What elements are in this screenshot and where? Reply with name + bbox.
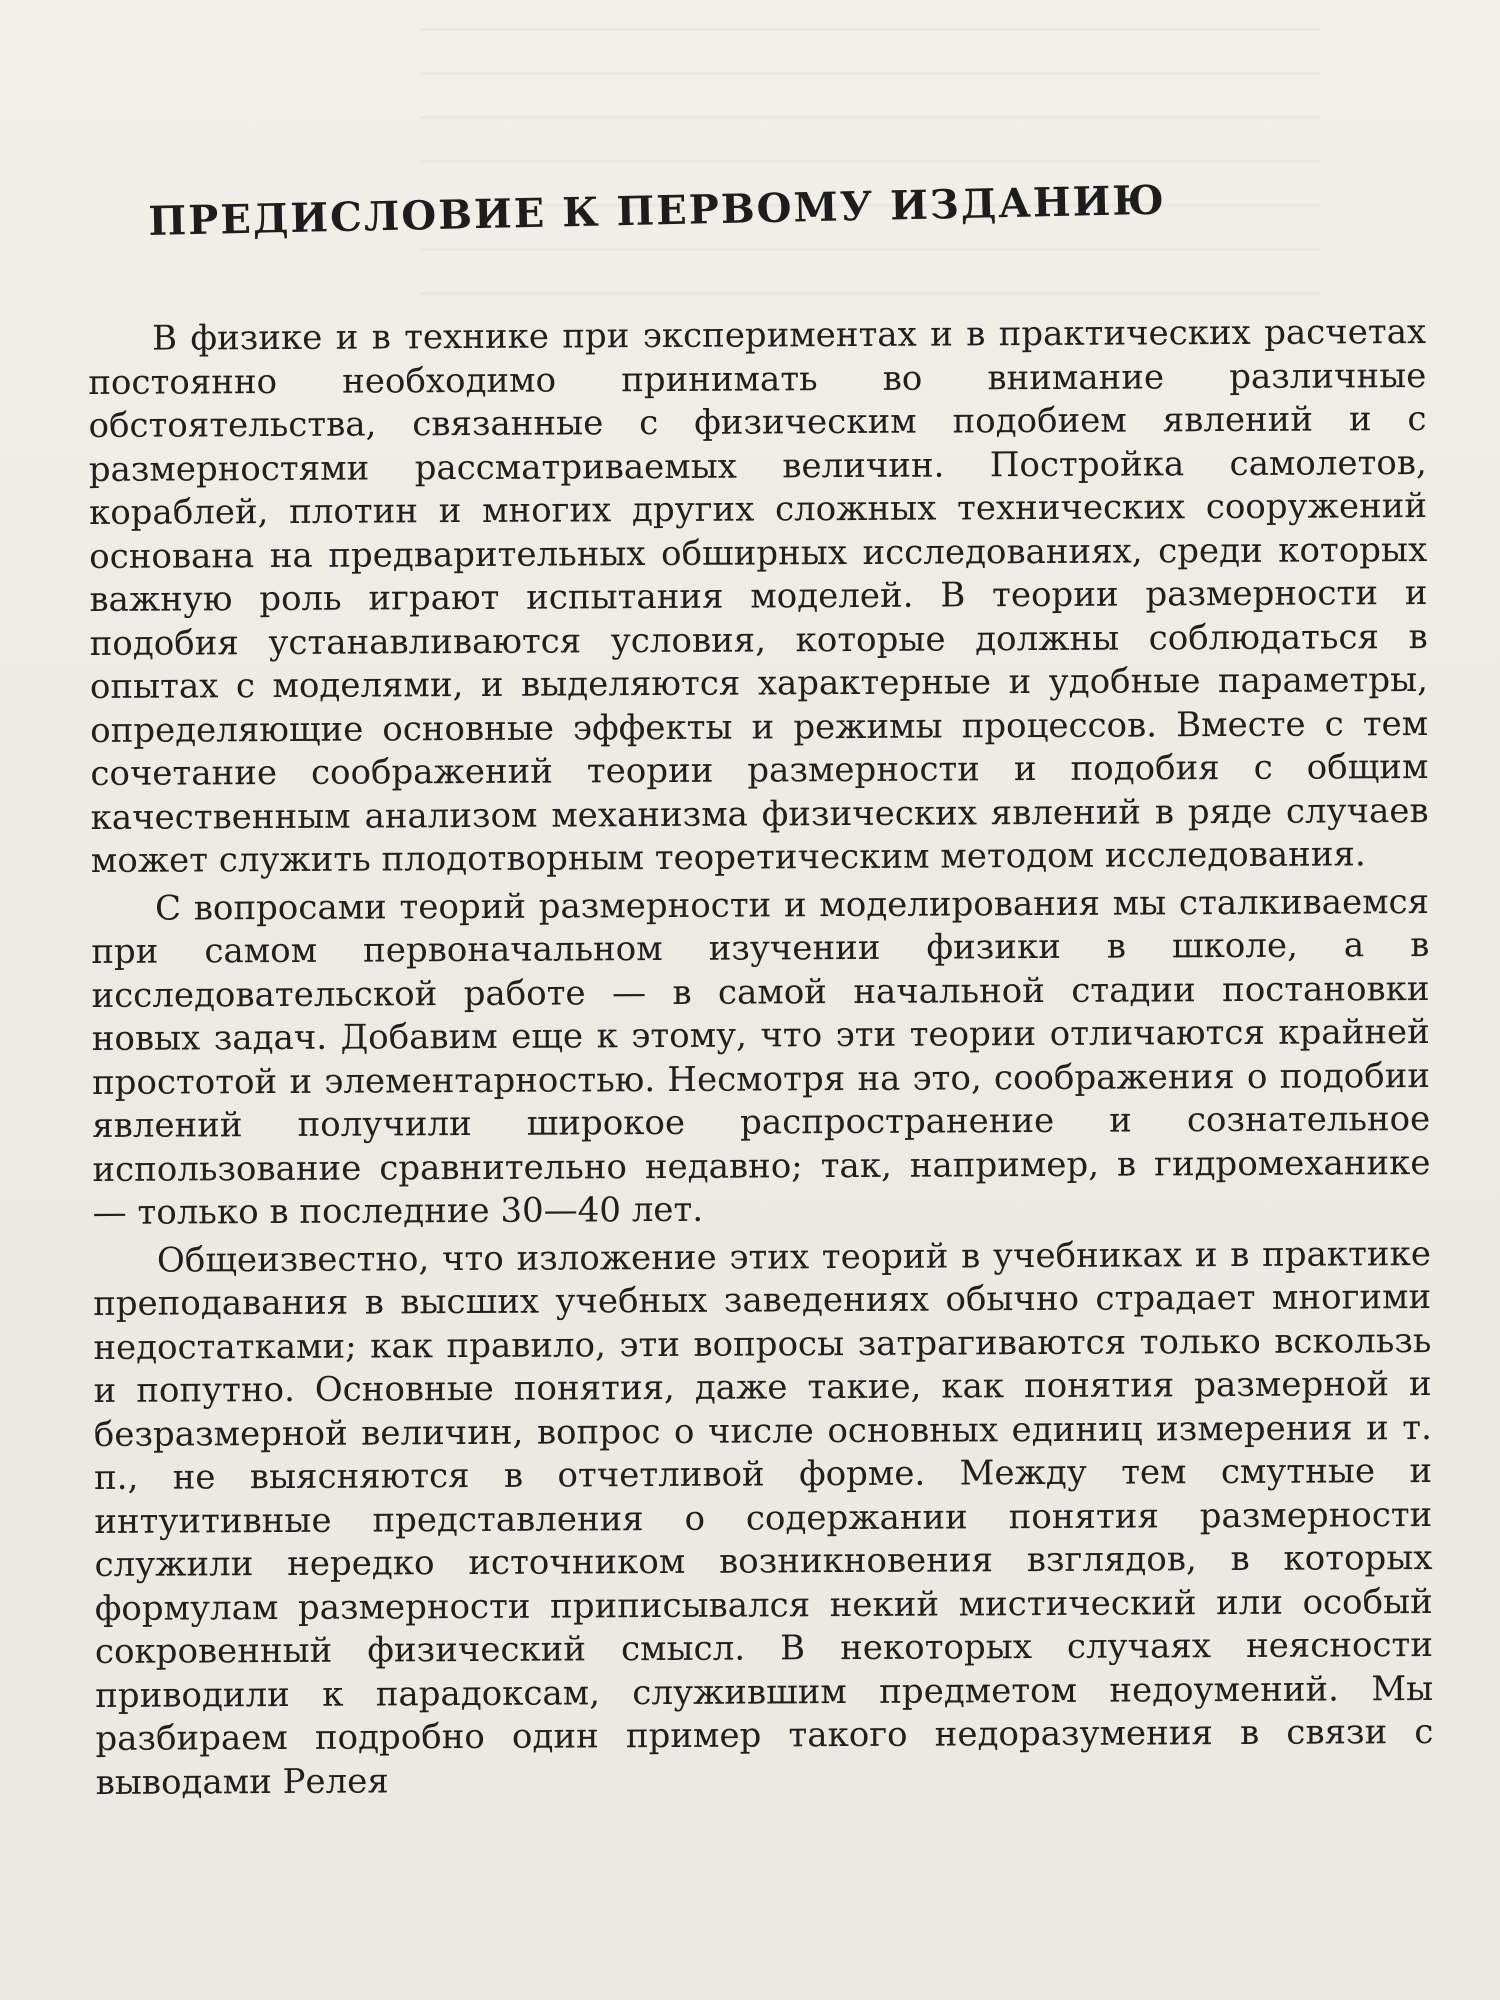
paragraph-2: С вопросами теорий размерности и моделирования мы сталкиваемся при самом первоначальном изучении физики в школе, а в исследовательской работе — в самой начальной стадии постановки новых задач. Добавим еще к этому, что эти теории отличаются крайней простотой и элементарностью. Несмотря на это, соображения о подобии явлений получили широкое распространение и сознательное использование сравнительно недавно; так, например, в гидромеханике — только в последние 30—40 лет.	[91, 881, 1431, 1233]
body-text	[88, 311, 1434, 1805]
page-title: ПРЕДИСЛОВИЕ К ПЕРВОМУ ИЗДАНИЮ	[148, 176, 1167, 245]
paragraph-3: Общеизвестно, что изложение этих теорий в учебниках и в практике преподавания в высших учебных заведениях обычно страдает многими недостатками; как правило, эти вопросы затрагиваются только вскользь и попутно. Основные понятия, даже такие, как понятия размерной и безразмерной величин, вопрос о числе основных единиц измерения и т. п., не выясняются в отчетливой форме. Между тем смутные и интуитивные представления о содержании понятия размерности служили нередко источником возникновения взглядов, в которых формулам размерности приписывался некий мистический или особый сокровенный физический смысл. В некоторых случаях неясности приводили к парадоксам, служившим предметом недоумений. Мы разбираем подробно один пример такого недоразумения в связи с выводами Релея	[93, 1233, 1434, 1803]
show-through-text	[420, 0, 1320, 300]
paragraph-1: В физике и в технике при экспериментах и в практических расчетах постоянно необходимо принимать во внимание различные обстоятельства, связанные с физическим подобием явлений и с размерностями рассматриваемых величин. Постройка самолетов, кораблей, плотин и многих других сложных технических сооружений основана на предварительных обширных исследованиях, среди которых важную роль играют испытания моделей. В теории размерности и подобия устанавливаются условия, которые должны соблюдаться в опытах с моделями, и выделяются характерные и удобные параметры, определяющие основные эффекты и режимы процессов. Вместе с тем сочетание соображений теории размерности и подобия с общим качественным анализом механизма физических явлений в ряде случаев может служить плодотворным теоретическим методом исследования.	[88, 311, 1429, 881]
